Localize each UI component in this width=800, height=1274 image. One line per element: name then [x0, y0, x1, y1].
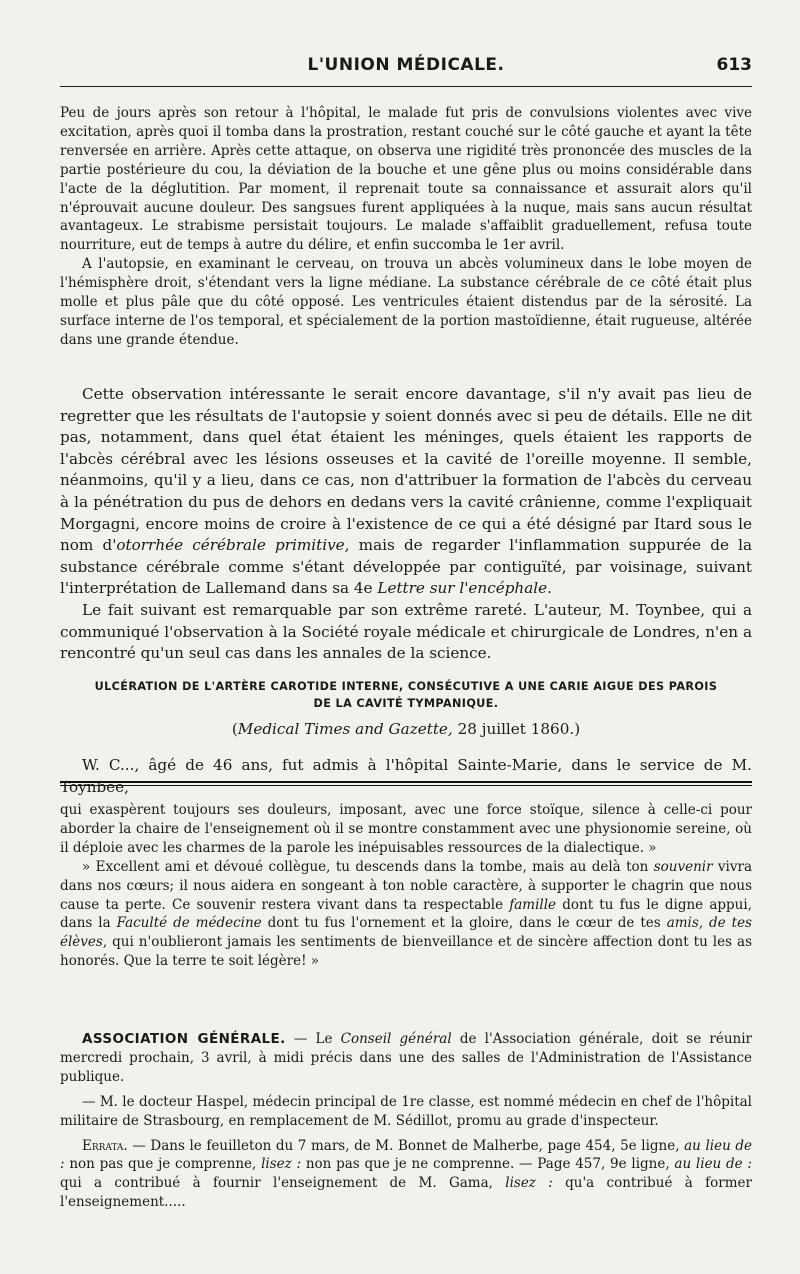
article-intro: W. C..., âgé de 46 ans, fut admis à l'hôpital Sainte-Marie, dans le service de M. Toynbee,: [60, 756, 752, 796]
article-heading: [60, 678, 752, 740]
case-paragraph: A l'autopsie, en examinant le cerveau, on trouva un abcès volumineux dans le lobe moyen de l'hémisphère droit, s'étendant vers la ligne médiane. La substance cérébrale de ce côté était plus molle et plus pâle que du côté opposé. Les ventricules étaient distendus par de la sérosité. La surface interne de l'os temporal, et spécialement de la portion mastoïdienne, était rugueuse, altérée dans une grande étendue.: [60, 256, 752, 348]
article-title-line: DE LA CAVITÉ TYMPANIQUE.: [313, 697, 499, 710]
header-rule: [60, 86, 752, 87]
feuilleton-rule: [60, 781, 752, 783]
article-title-line: ULCÉRATION DE L'ARTÈRE CAROTIDE INTERNE, CONSÉCUTIVE A UNE CARIE AIGUE DES PAROIS: [94, 680, 718, 693]
commentary-paragraph: Le fait suivant est remarquable par son extrême rareté. L'auteur, M. Toynbee, qui a communiqué l'observation à la Société royale médicale et chirurgicale de Londres, n'en a rencontré qu'un seul cas dans les annales de la science.: [60, 600, 752, 663]
haspel-notice: — M. le docteur Haspel, médecin principal de 1re classe, est nommé médecin en chef de l'hôpital militaire de Strasbourg, en remplacement de M. Sédillot, promu au grade d'inspecteur.: [60, 1093, 752, 1129]
feuilleton-paragraph: qui exaspèrent toujours ses douleurs, imposant, avec une force stoïque, silence à celle-ci pour aborder la chaire de l'enseignement où il se montre constamment avec une physionomie sereine, où il déploie avec les charmes de la parole les inépuisables ressources de la dialectique. »: [60, 802, 752, 856]
association-notice: ASSOCIATION GÉNÉRALE. — Le Conseil général de l'Association générale, doit se réunir mercredi prochain, 3 avril, à midi précis dans une des salles de l'Administration de l'Assistance publique.: [60, 1031, 752, 1085]
feuilleton-rule: [60, 785, 752, 786]
feuilleton: [60, 801, 752, 971]
commentary: [60, 384, 752, 665]
page-number: 613: [716, 55, 752, 75]
running-title: L'UNION MÉDICALE.: [307, 55, 505, 75]
page-header: [60, 55, 752, 83]
commentary-paragraph: Cette observation intéressante le serait encore davantage, s'il n'y avait pas lieu de regretter que les résultats de l'autopsie y soient donnés avec si peu de détails. Elle ne dit pas, notamment, dans quel état étaient les méninges, quels étaient les rapports de l'abcès cérébral avec les lésions osseuses et la cavité de l'oreille moyenne. Il semble, néanmoins, qu'il y a lieu, dans ce cas, non d'attribuer la formation de l'abcès du cerveau à la pénétration du pus de dehors en dedans vers la cavité crânienne, comme l'expliquait Morgagni, encore moins de croire à l'existence de ce qui a été désigné par Itard sous le nom d'otorrhée cérébrale primitive, mais de regarder l'inflammation suppurée de la substance cérébrale comme s'étant développée par contiguïté, par voisinage, suivant l'interprétation de Lallemand dans sa 4e Lettre sur l'encéphale.: [60, 385, 753, 598]
errata-notice: Errata. — Dans le feuilleton du 7 mars, de M. Bonnet de Malherbe, page 454, 5e ligne, au lieu de : non pas que je comprenne, lisez : non pas que je ne comprenne. — Page 457, 9e ligne, au lieu de : qui a contribué à fournir l'enseignement de M. Gama, lisez : qu'a contribué à former l'enseignement.....: [60, 1137, 752, 1211]
news-section: [60, 1030, 752, 1212]
article-citation: (Medical Times and Gazette, 28 juillet 1860.): [231, 720, 581, 738]
case-paragraph: Peu de jours après son retour à l'hôpital, le malade fut pris de convulsions violentes avec vive excitation, après quoi il tomba dans la prostration, restant couché sur le côté gauche et ayant la tête renversée en arrière. Après cette attaque, on observa une rigidité très prononcée des muscles de la partie postérieure du cou, la déviation de la bouche et une gêne plus ou moins considérable dans l'acte de la déglutition. Par moment, il reprenait toute sa connaissance et assurait alors qu'il n'éprouvait aucune douleur. Des sangsues furent appliquées à la nuque, mais sans aucun résultat avantageux. Le strabisme persistait toujours. Le malade s'affaiblit graduellement, refusa toute nourriture, eut de temps à autre du délire, et enfin succomba le 1er avril.: [60, 105, 752, 254]
feuilleton-paragraph: » Excellent ami et dévoué collègue, tu descends dans la tombe, mais au delà ton souvenir vivra dans nos cœurs; il nous aidera en songeant à ton noble caractère, à supporter le chagrin que nous cause ta perte. Ce souvenir restera vivant dans ta respectable famille dont tu fus le digne appui, dans la Faculté de médecine dont tu fus l'ornement et la gloire, dans le cœur de tes amis, de tes élèves, qui n'oublieront jamais les sentiments de bienveillance et de sincère affection dont tu les as honorés. Que la terre te soit légère! »: [60, 858, 752, 970]
case-observation: [60, 104, 752, 350]
